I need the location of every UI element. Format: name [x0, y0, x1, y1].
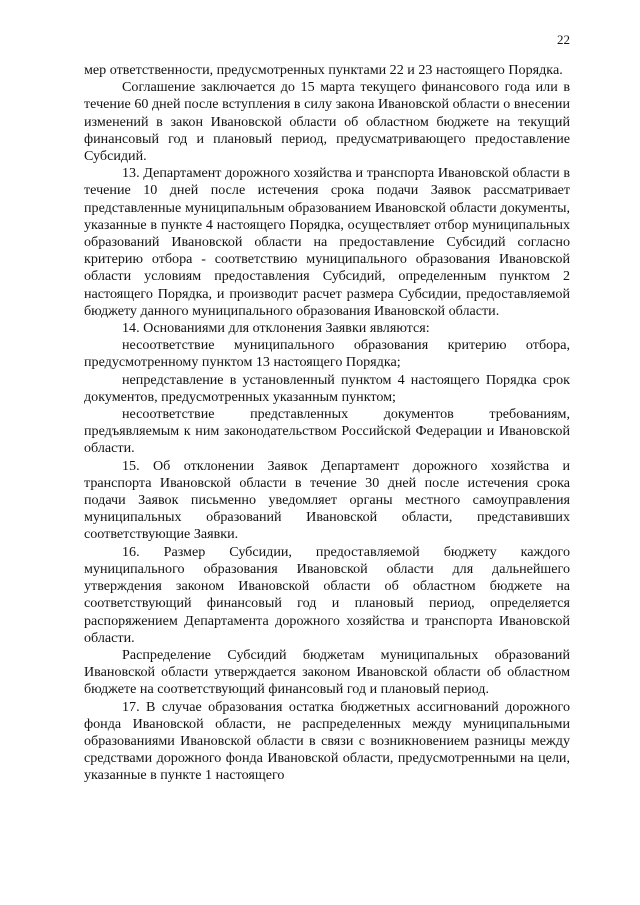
page-number: 22 — [557, 32, 570, 47]
paragraph-11: 17. В случае образования остатка бюджетных ассигнований дорожного фонда Ивановской области, не распределенных между муниципальными образованиями Ивановской области в связи с возникновением разницы между средствами дорожного фонда Ивановской области, предусмотренными на цели, указанные в пункте 1 настоящего — [84, 698, 570, 784]
paragraph-5: несоответствие муниципального образования критерию отбора, предусмотренному пунктом 13 настоящего Порядка; — [84, 337, 570, 371]
paragraph-8: 15. Об отклонении Заявок Департамент дорожного хозяйства и транспорта Ивановской области в течение 30 дней после истечения срока подачи Заявок письменно уведомляет органы местного самоуправления муниципальных образований Ивановской области, представивших соответствующие Заявки. — [84, 457, 570, 543]
paragraph-3: 13. Департамент дорожного хозяйства и транспорта Ивановской области в течение 10 дней после истечения срока подачи Заявок рассматривает представленные муниципальным образованием Ивановской области документы, указанные в пункте 4 настоящего Порядка, осуществляет отбор муниципальных образований Ивановской области на предоставление Субсидий согласно критерию отбора - соответствию муниципального образования Ивановской области условиям предоставления Субсидий, определенным пунктом 2 настоящего Порядка, и производит расчет размера Субсидии, предоставляемой бюджету данного муниципального образования Ивановской области. — [84, 165, 570, 319]
document-body — [84, 62, 570, 785]
paragraph-9: 16. Размер Субсидии, предоставляемой бюджету каждого муниципального образования Ивановской области для дальнейшего утверждения законом Ивановской области об областном бюджете на соответствующий финансовый год и плановый период, определяется распоряжением Департамента дорожного хозяйства и транспорта Ивановской области. — [84, 543, 570, 646]
paragraph-4: 14. Основаниями для отклонения Заявки являются: — [122, 320, 430, 337]
paragraph-2: Соглашение заключается до 15 марта текущего финансового года или в течение 60 дней после вступления в силу закона Ивановской области о внесении изменений в закон Ивановской области об областном бюджете на текущий финансовый год и плановый период, предусматривающего предоставление Субсидий. — [84, 79, 570, 165]
paragraph-7: несоответствие представленных документов требованиям, предъявляемым к ним законодательством Российской Федерации и Ивановской области. — [84, 406, 570, 457]
paragraph-6: непредставление в установленный пунктом 4 настоящего Порядка срок документов, предусмотренных указанным пунктом; — [84, 371, 570, 405]
paragraph-10: Распределение Субсидий бюджетам муниципальных образований Ивановской области утверждается законом Ивановской области об областном бюджете на соответствующий финансовый год и плановый период. — [84, 646, 570, 698]
paragraph-1: мер ответственности, предусмотренных пунктами 22 и 23 настоящего Порядка. — [84, 62, 563, 78]
